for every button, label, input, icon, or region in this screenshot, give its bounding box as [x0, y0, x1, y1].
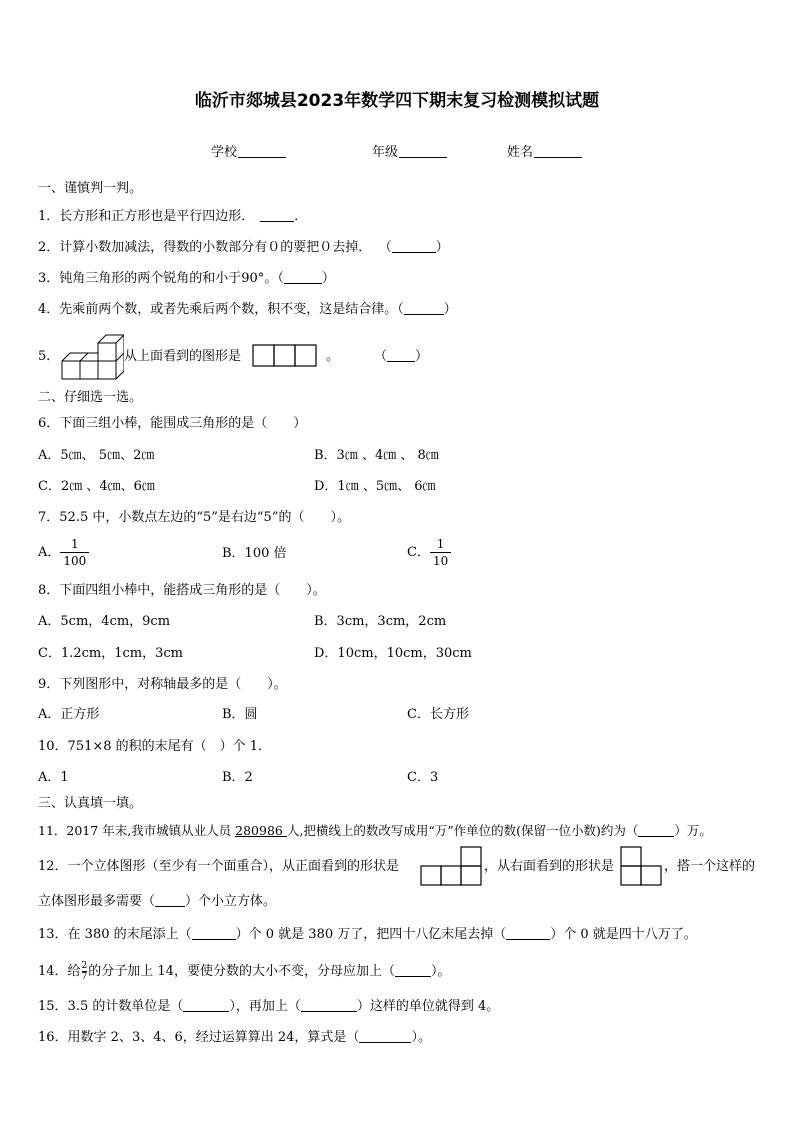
page-title: 临沂市郯城县2023年数学四下期末复习检测模拟试题 [194, 91, 600, 111]
q14-denominator: 7 [81, 972, 88, 982]
q3-text: 3．钝角三角形的两个锐角的和小于90°。 [38, 271, 278, 286]
q13-pre: 13．在 380 的末尾添上（ [38, 927, 192, 942]
q12-right-square [621, 866, 641, 885]
q12-part1: 12．一个立体图形（至少有一个面重合），从正面看到的形状是 [38, 859, 400, 874]
question-6: 6．下面三组小棒，能围成三角形的是（ ） [38, 416, 307, 431]
q3-blank[interactable] [284, 271, 322, 284]
q16-pre: 16．用数字 2、3、4、6，经过运算算出 24，算式是（ [38, 1030, 360, 1045]
q13-post: ）个 0 就是四十八万了。 [550, 927, 697, 942]
question-4 [38, 301, 457, 319]
section-heading-1: 一、谨慎判一判。 [38, 181, 143, 196]
q5-top-view-figure [252, 344, 318, 368]
question-14 [38, 961, 450, 982]
q5-open: （ [374, 349, 388, 364]
q12-front-square [421, 866, 441, 885]
q2-text: 2．计算小数加减法，得数的小数部分有０的要把０去掉． [38, 240, 372, 255]
question-11 [38, 822, 712, 840]
school-label: 学校 [211, 145, 238, 160]
q14-pre: 14．给 [38, 964, 81, 979]
question-2 [38, 239, 449, 257]
q16-post: ）。 [411, 1030, 431, 1045]
q6-option-c[interactable]: C．2㎝ 、4㎝、6㎝ [38, 479, 155, 494]
q5-cube-face [80, 361, 98, 379]
q5-close: ） [415, 349, 429, 364]
q2-open: （ [385, 240, 392, 255]
q7-c-label: C． [407, 545, 430, 560]
grade-blank[interactable] [399, 145, 447, 158]
q14-post: 的分子加上 14，要使分数的大小不变，分母应加上（ [88, 964, 395, 979]
q7-a-denominator: 100 [63, 554, 87, 568]
q10-option-c[interactable]: C．3 [407, 770, 439, 785]
q4-blank[interactable] [404, 302, 444, 315]
section-heading-3: 三、认真填一填。 [38, 796, 143, 811]
q12-front-square [461, 866, 481, 885]
q11-post: 人,把横线上的数改写成用“万”作单位的数(保留一位小数)约为（ [286, 823, 639, 838]
q12-part2: ，从右面看到的形状是 [484, 859, 615, 874]
question-13 [38, 926, 697, 944]
q8-option-d[interactable]: D．10cm，10cm，30cm [314, 646, 472, 661]
q7-a-numerator: 1 [60, 536, 89, 553]
q11-pre: 11．2017 年末,我市城镇从业人员 [38, 823, 236, 838]
q11-blank[interactable] [638, 824, 674, 837]
q13-blank-2[interactable] [506, 927, 550, 940]
q5-tail: 。 [326, 349, 340, 364]
q9-option-a[interactable]: A．正方形 [38, 707, 100, 722]
q12-right-view-figure [620, 846, 662, 886]
question-1 [38, 208, 307, 226]
q14-fraction [82, 961, 88, 982]
q9-option-b[interactable]: B．圆 [222, 707, 258, 722]
q5-cube-face [98, 361, 116, 379]
q6-option-d[interactable]: D．1㎝ 、5㎝、 6㎝ [314, 479, 436, 494]
q11-end: ）万。 [674, 823, 712, 838]
question-15 [38, 998, 499, 1016]
q5-cube-depth [80, 353, 88, 361]
q12-line2-pre: 立体图形最多需要（ [38, 894, 156, 909]
q14-end: ）。 [430, 964, 451, 979]
section-heading-2: 二、仔细选一选。 [38, 390, 143, 405]
grade-field [372, 141, 447, 160]
q12-front-square [441, 866, 461, 885]
name-field [507, 141, 582, 160]
question-9: 9．下列图形中，对称轴最多的是（ ）。 [38, 677, 287, 692]
q14-blank[interactable] [395, 964, 431, 977]
q4-open: （ [397, 302, 404, 317]
q7-option-b[interactable]: B．100 倍 [222, 546, 287, 561]
q7-option-a[interactable] [38, 536, 89, 569]
q5-blank[interactable] [387, 349, 415, 362]
q1-text: 1．长方形和正方形也是平行四边形． [38, 209, 255, 224]
q13-blank-1[interactable] [192, 927, 236, 940]
q7-a-label: A． [38, 545, 61, 560]
q5-text: 从上面看到的图形是 [124, 349, 242, 364]
q7-c-numerator: 1 [430, 536, 451, 553]
school-blank[interactable] [238, 145, 286, 158]
q5-cube-stack-figure [60, 333, 124, 381]
q8-option-a[interactable]: A．5cm，4cm，9cm [38, 614, 171, 629]
q15-post: ）这样的单位就得到 4。 [356, 999, 500, 1014]
q4-close: ） [443, 302, 457, 317]
question-8: 8．下面四组小棒中，能搭成三角形的是（ ）。 [38, 583, 326, 598]
q12-line2-post: ）个小立方体。 [185, 894, 277, 909]
q5-top-view-square [295, 345, 316, 366]
question-10: 10．751×8 的积的末尾有（ ）个 1． [38, 739, 272, 754]
q2-close: ） [435, 240, 449, 255]
q16-blank[interactable] [359, 1030, 411, 1043]
q5-number: 5． [38, 349, 60, 364]
q6-option-a[interactable]: A．5㎝、 5㎝、2㎝ [38, 448, 155, 463]
q13-mid: ）个 0 就是 380 万了，把四十八亿末尾去掉（ [235, 927, 507, 942]
q1-tail: ． [294, 209, 308, 224]
q15-mid: ），再加上（ [229, 999, 301, 1014]
q12-line2 [38, 893, 276, 911]
q6-option-b[interactable]: B．3㎝ 、4㎝ 、 8㎝ [314, 448, 439, 463]
q7-a-fraction [60, 536, 89, 569]
question-3 [38, 270, 335, 288]
q15-pre: 15．3.5 的计数单位是（ [38, 999, 184, 1014]
q5-answer [374, 348, 428, 366]
q5-cube-depth [116, 353, 124, 361]
q7-c-fraction [430, 536, 451, 569]
q5-top-view-square [274, 345, 295, 366]
school-field [211, 141, 286, 160]
q10-option-b[interactable]: B．2 [222, 770, 253, 785]
name-blank[interactable] [534, 145, 582, 158]
q12-front-view-figure [420, 846, 482, 886]
q11-underlined-number: 280986 [235, 823, 287, 838]
q15-blank-1[interactable] [183, 999, 229, 1012]
q3-close: ） [321, 271, 335, 286]
q12-right-square [641, 866, 661, 885]
q8-option-c[interactable]: C．1.2cm，1cm，3cm [38, 646, 183, 661]
q5-cube-face [62, 361, 80, 379]
q10-option-a[interactable]: A．1 [38, 770, 69, 785]
q1-blank[interactable] [260, 209, 294, 222]
q4-text: 4．先乘前两个数，或者先乘后两个数，积不变，这是结合律。 [38, 302, 398, 317]
name-label: 姓名 [507, 145, 534, 160]
q5-cube-face [98, 343, 116, 361]
q12-front-square [461, 847, 481, 866]
q5-top-view-square [253, 345, 274, 366]
q8-option-b[interactable]: B．3cm，3cm，2cm [314, 614, 447, 629]
q9-option-c[interactable]: C．长方形 [407, 707, 469, 722]
question-16 [38, 1029, 431, 1047]
q5-cube-depth [116, 335, 124, 343]
q14-numerator: 2 [81, 961, 88, 971]
q12-blank[interactable] [155, 894, 185, 907]
q3-open: （ [277, 271, 284, 286]
grade-label: 年级 [372, 145, 399, 160]
question-7: 7．52.5 中，小数点左边的“5”是右边“5”的（ ）。 [38, 510, 350, 525]
q12-right-square [621, 847, 641, 866]
q7-c-denominator: 10 [432, 554, 449, 568]
q15-blank-2[interactable] [301, 999, 357, 1012]
q7-option-c[interactable] [407, 536, 451, 569]
q5-cube-depth [62, 353, 98, 361]
q2-blank[interactable] [392, 240, 436, 253]
q12-part3: ，搭一个这样的 [664, 859, 756, 874]
